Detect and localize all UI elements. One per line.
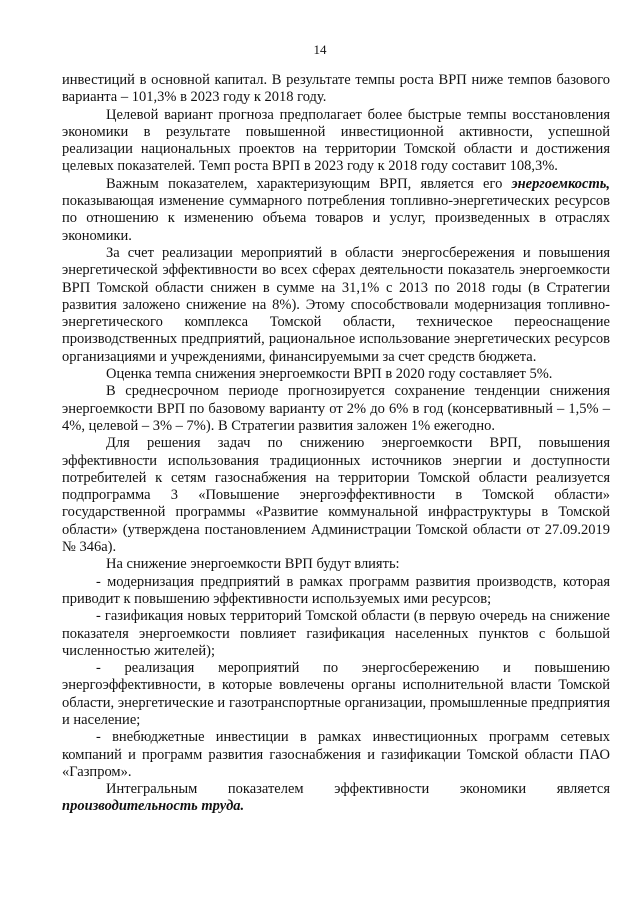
list-item-2: - газификация новых территорий Томской области (в первую очередь на снижение показателя энергоемкости повлияет газификация населенных пунктов с большой численностью жителей);	[62, 608, 610, 659]
document-body	[62, 72, 610, 816]
paragraph-3-emphasis: энергоемкость,	[511, 175, 610, 192]
paragraph-9: Интегральным показателем эффективности экономики является	[106, 781, 610, 798]
paragraph-9-continued	[62, 798, 610, 815]
list-item-4: - внебюджетные инвестиции в рамках инвестиционных программ сетевых компаний и программ развития газоснабжения и газификации Томской области ПАО «Газпром».	[62, 729, 610, 780]
paragraph-1: инвестиций в основной капитал. В результате темпы роста ВРП ниже темпов базового варианта – 101,3% в 2023 году к 2018 году.	[62, 72, 610, 106]
paragraph-8: На снижение энергоемкости ВРП будут влиять:	[106, 556, 400, 573]
paragraph-2: Целевой вариант прогноза предполагает более быстрые темпы восстановления экономики в результате повышенной инвестиционной активности, успешной реализации национальных проектов на территории Томской области и достижения целевых показателей. Темп роста ВРП в 2023 году к 2018 году составит 108,3%.	[62, 106, 610, 175]
paragraph-3-text-b: показывающая изменение суммарного потребления топливно-энергетических ресурсов по отношению к изменению объема товаров и услуг, произведенных в отраслях экономики.	[62, 193, 610, 244]
page-number: 14	[313, 42, 327, 57]
paragraph-4: За счет реализации мероприятий в области энергосбережения и повышения энергетической эффективности во всех сферах деятельности показатель энергоемкости ВРП Томской области снижен в сумме на 31,1% с 2013 по 2018 годы (в Стратегии развития заложено снижение на 8%). Этому способствовали модернизация топливно-энергетического комплекса Томской области, техническое переоснащение производственных предприятий, рациональное использование энергетических ресурсов организациями и учреждениями, финансируемыми за счет средств бюджета.	[62, 244, 610, 365]
paragraph-3	[62, 176, 610, 245]
paragraph-5: Оценка темпа снижения энергоемкости ВРП в 2020 году составляет 5%.	[106, 366, 553, 383]
paragraph-7: Для решения задач по снижению энергоемкости ВРП, повышения эффективности использования традиционных источников энергии и доступности потребителей к сетям газоснабжения на территории Томской области реализуется подпрограмма 3 «Повышение энергоэффективности в Томской области» государственной программы «Развитие коммунальной инфраструктуры в Томской области» (утверждена постановлением Администрации Томской области от 27.09.2019 № 346а).	[62, 435, 610, 556]
paragraph-6: В среднесрочном периоде прогнозируется сохранение тенденции снижения энергоемкости ВРП по базовому варианту от 2% до 6% в год (консервативный – 1,5% – 4%, целевой – 3% – 7%). В Стратегии развития заложен 1% ежегодно.	[62, 383, 610, 434]
paragraph-9-emphasis: производительность труда.	[62, 798, 245, 815]
paragraph-3-text-a: Важным показателем, характеризующим ВРП, является его	[106, 175, 512, 192]
list-item-1: - модернизация предприятий в рамках программ развития производств, которая приводит к повышению эффективности используемых ими ресурсов;	[62, 573, 610, 607]
list-item-3: - реализация мероприятий по энергосбережению и повышению энергоэффективности, в которые вовлечены органы исполнительной власти Томской области, энергетические и газотранспортные организации, промышленные предприятия и население;	[62, 660, 610, 728]
